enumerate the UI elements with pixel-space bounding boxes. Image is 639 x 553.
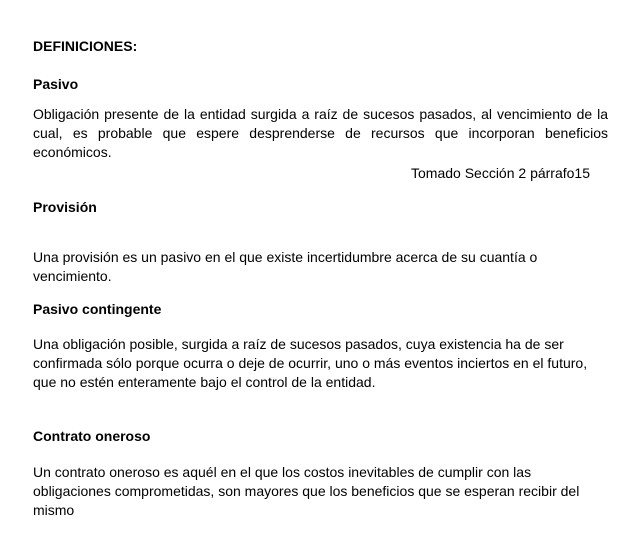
paragraph-provision-definition: Una provisión es un pasivo en el que existe incertidumbre acerca de su cuantía o vencimiento.: [33, 249, 538, 284]
section-heading-pasivo: Pasivo: [33, 76, 79, 92]
attribution-source-line: Tomado Sección 2 párrafo15: [411, 165, 590, 181]
section-heading-contrato-oneroso: Contrato oneroso: [33, 428, 151, 444]
paragraph-pasivo-contingente-definition: Una obligación posible, surgida a raíz de sucesos pasados, cuya existencia ha de ser confirmada sólo porque ocurra o deje de ocurrir, uno o más eventos inciertos en el futuro, que no estén enteramente bajo el control de la entidad.: [33, 336, 588, 390]
document-title: DEFINICIONES:: [33, 38, 138, 54]
section-heading-provision: Provisión: [33, 199, 97, 215]
paragraph-contrato-oneroso-definition: Un contrato oneroso es aquél en el que los costos inevitables de cumplir con las obligaciones comprometidas, son mayores que los beneficios que se esperan recibir del mismo: [33, 464, 580, 518]
section-heading-pasivo-contingente: Pasivo contingente: [33, 301, 162, 317]
paragraph-pasivo-definition: Obligación presente de la entidad surgida a raíz de sucesos pasados, al vencimiento de la cual, es probable que espere desprenderse de recursos que incorporan beneficios económicos.: [33, 106, 608, 160]
